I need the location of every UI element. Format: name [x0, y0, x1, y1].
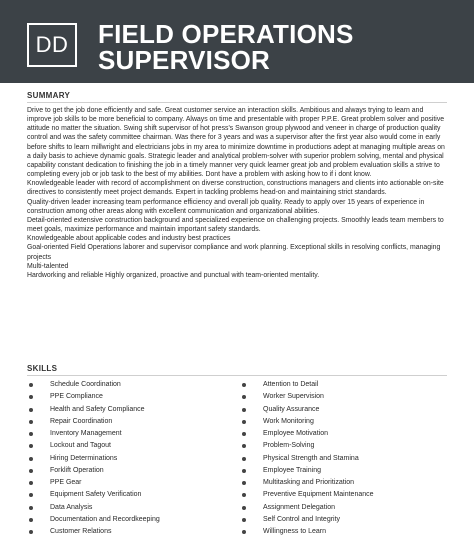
bullet-icon [242, 444, 246, 448]
summary-section [27, 91, 447, 280]
bullet-icon [29, 530, 33, 534]
summary-paragraph: Detail-oriented extensive construction background and specialized experience on challenging projects. Smoothly leads team members to meet goals, maximize performance and maintain important safety standards. [27, 216, 444, 234]
bullet-icon [242, 408, 246, 412]
skill-item: Employee Motivation [240, 428, 374, 440]
skill-item: Preventive Equipment Maintenance [240, 489, 374, 501]
bullet-icon [242, 481, 246, 485]
skill-item: Work Monitoring [240, 416, 374, 428]
job-title [98, 21, 458, 73]
skill-item: Problem-Solving [240, 440, 374, 452]
summary-paragraph: Multi-talented [27, 262, 69, 270]
skill-item: PPE Gear [27, 477, 160, 489]
summary-paragraph: Quality-driven leader increasing team performance efficiency and overall job quality. Ready to apply over 15 years of experience in construction among other areas along with excellent communication and organizational abilities. [27, 198, 425, 215]
bullet-icon [29, 457, 33, 461]
skill-item: Forklift Operation [27, 465, 160, 477]
skill-item: Employee Training [240, 465, 374, 477]
bullet-icon [242, 420, 246, 424]
skills-list-left [27, 379, 160, 538]
skill-item: Schedule Coordination [27, 379, 160, 391]
bullet-icon [29, 420, 33, 424]
bullet-icon [29, 506, 33, 510]
skill-item: Attention to Detail [240, 379, 374, 391]
skill-item: Lockout and Tagout [27, 440, 160, 452]
skill-item: Self Control and Integrity [240, 514, 374, 526]
bullet-icon [29, 469, 33, 473]
skill-item: Hiring Determinations [27, 453, 160, 465]
bullet-icon [242, 518, 246, 522]
summary-paragraph: Knowledgeable leader with record of accomplishment on diverse construction, constructions managers and clients into actionable on-site directives to consistently meet project demands. Expert in tackling problems head-on and maintaining strict standards. [27, 180, 444, 197]
bullet-icon [242, 469, 246, 473]
skill-item: Assignment Delegation [240, 502, 374, 514]
monogram-badge: DD [27, 23, 77, 67]
bullet-icon [29, 432, 33, 436]
bullet-icon [29, 383, 33, 387]
skill-item: Inventory Management [27, 428, 160, 440]
bullet-icon [29, 444, 33, 448]
summary-divider [27, 102, 447, 103]
bullet-icon [242, 506, 246, 510]
job-title-line-2: SUPERVISOR [98, 45, 271, 75]
skill-item: Multitasking and Prioritization [240, 477, 374, 489]
bullet-icon [242, 457, 246, 461]
skill-item: Data Analysis [27, 502, 160, 514]
skill-item: Physical Strength and Stamina [240, 453, 374, 465]
skill-item: Equipment Safety Verification [27, 489, 160, 501]
bullet-icon [29, 493, 33, 497]
skill-item: PPE Compliance [27, 391, 160, 403]
bullet-icon [242, 530, 246, 534]
bullet-icon [29, 408, 33, 412]
skill-item: Worker Supervision [240, 391, 374, 403]
summary-paragraph: Hardworking and reliable Highly organized, proactive and punctual with team-oriented mentality. [27, 271, 320, 279]
summary-body [27, 106, 447, 280]
job-title-line-1: FIELD OPERATIONS [98, 19, 354, 49]
skills-divider [27, 375, 447, 376]
skills-heading: SKILLS [27, 364, 58, 373]
skills-columns [27, 379, 447, 559]
skills-section [27, 364, 447, 559]
bullet-icon [29, 481, 33, 485]
skills-list-right [240, 379, 374, 538]
bullet-icon [29, 518, 33, 522]
bullet-icon [242, 432, 246, 436]
summary-paragraph: Goal-oriented Field Operations laborer and supervisor compliance and work planning. Exceptional skills in resolving conflicts, managing projects [27, 244, 441, 261]
summary-paragraph: Drive to get the job done efficiently and safe. Great customer service an interaction skills. Ambitious and always trying to learn and improve job skills to be more beneficial to company. Always on time and presentable with proper P.P.E. Great problem solver and positive attitude no matter the situation. Swing shift supervisor of hot press's Swanson group plywood and veneer in charge of production quality control and was the safety committee chairman. Was there for 3 years and was a supervisor after the first year also would come in early before shifts to learn millwright and electricians jobs in my area to minimize downtime in productions adept at managing multiple areas on a daily basis to achieve dynamic goals. Strategic leader and analytical problem-solver with superior problem solving, mental and physical capability constant dedication to finishing the job in a timely manner very quick learner great job and problem evaluation skills a strive to completing every job or job task to the best of my abilities. Dont have a problem with asking how to if i dont know. [27, 107, 445, 179]
bullet-icon [242, 395, 246, 399]
summary-heading: SUMMARY [27, 91, 71, 100]
skill-item: Willingness to Learn [240, 526, 374, 538]
skill-item: Quality Assurance [240, 404, 374, 416]
summary-paragraph: Knowledgeable about applicable codes and industry best practices [27, 235, 231, 243]
skill-item: Repair Coordination [27, 416, 160, 428]
bullet-icon [29, 395, 33, 399]
resume-header [0, 0, 474, 83]
bullet-icon [242, 493, 246, 497]
skill-item: Health and Safety Compliance [27, 404, 160, 416]
bullet-icon [242, 383, 246, 387]
skill-item: Documentation and Recordkeeping [27, 514, 160, 526]
skill-item: Customer Relations [27, 526, 160, 538]
